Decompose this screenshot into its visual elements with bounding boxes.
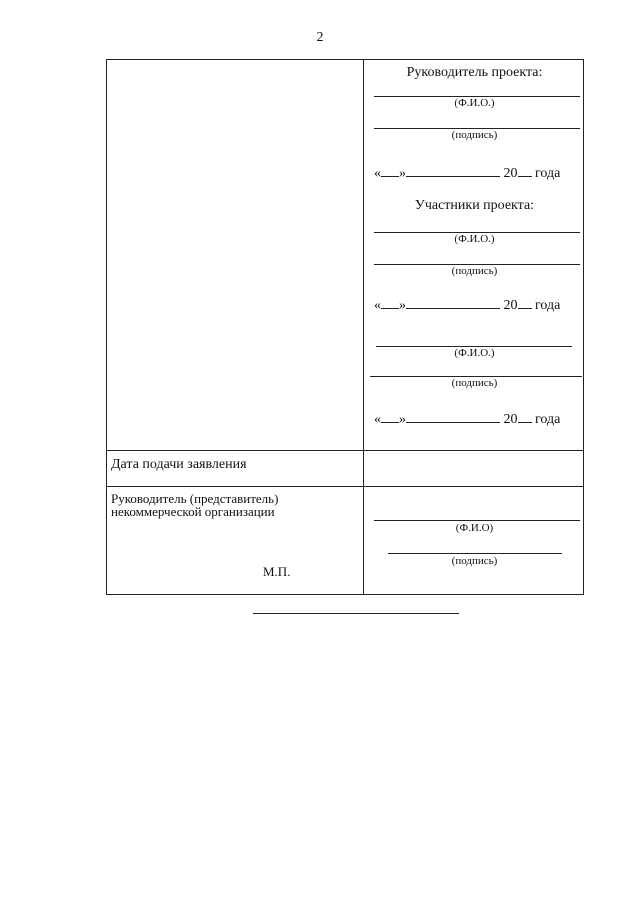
month-blank[interactable]	[406, 296, 500, 309]
year-suffix: года	[535, 412, 561, 427]
date-open-quote: «	[374, 412, 381, 427]
participant-2-signature-caption: (подпись)	[451, 377, 498, 389]
participant-1-fio-caption: (Ф.И.О.)	[454, 233, 495, 245]
date-close-quote: »	[399, 166, 406, 181]
org-head-label-line1: Руководитель (представитель)	[111, 491, 279, 506]
participant-2-date[interactable]	[374, 410, 580, 428]
participant-1-date[interactable]	[374, 296, 580, 314]
stamp-label: М.П.	[263, 564, 291, 579]
participants-heading: Участники проекта:	[414, 198, 535, 213]
project-leader-signature-caption: (подпись)	[451, 129, 498, 141]
project-leader-heading: Руководитель проекта:	[406, 65, 543, 80]
year-prefix: 20	[503, 412, 518, 427]
day-blank[interactable]	[381, 296, 399, 309]
org-head-fio-caption: (Ф.И.О)	[455, 522, 494, 534]
submission-date-value-cell[interactable]	[364, 451, 585, 486]
project-leader-date[interactable]	[374, 164, 580, 182]
year-suffix: года	[535, 166, 561, 181]
date-open-quote: «	[374, 298, 381, 313]
participant-2-fio-caption: (Ф.И.О.)	[454, 347, 495, 359]
date-close-quote: »	[399, 412, 406, 427]
signatures-cell	[364, 60, 585, 450]
month-blank[interactable]	[406, 164, 500, 177]
org-head-label-line2: некоммерческой организации	[111, 504, 275, 519]
submission-date-label: Дата подачи заявления	[111, 457, 247, 472]
year-prefix: 20	[503, 298, 518, 313]
date-close-quote: »	[399, 298, 406, 313]
year-suffix: года	[535, 298, 561, 313]
project-leader-fio-caption: (Ф.И.О.)	[454, 97, 495, 109]
day-blank[interactable]	[381, 410, 399, 423]
org-head-signature-cell	[364, 487, 585, 596]
org-head-fio-line[interactable]	[374, 520, 580, 521]
month-blank[interactable]	[406, 410, 500, 423]
year-blank[interactable]	[518, 164, 532, 177]
participant-1-signature-caption: (подпись)	[451, 265, 498, 277]
page-number: 2	[316, 30, 324, 45]
year-blank[interactable]	[518, 410, 532, 423]
org-head-signature-line[interactable]	[388, 553, 562, 554]
org-head-signature-caption: (подпись)	[451, 555, 498, 567]
end-of-document-line	[253, 613, 459, 614]
year-prefix: 20	[503, 166, 518, 181]
year-blank[interactable]	[518, 296, 532, 309]
day-blank[interactable]	[381, 164, 399, 177]
application-signature-table	[106, 59, 584, 595]
date-open-quote: «	[374, 166, 381, 181]
